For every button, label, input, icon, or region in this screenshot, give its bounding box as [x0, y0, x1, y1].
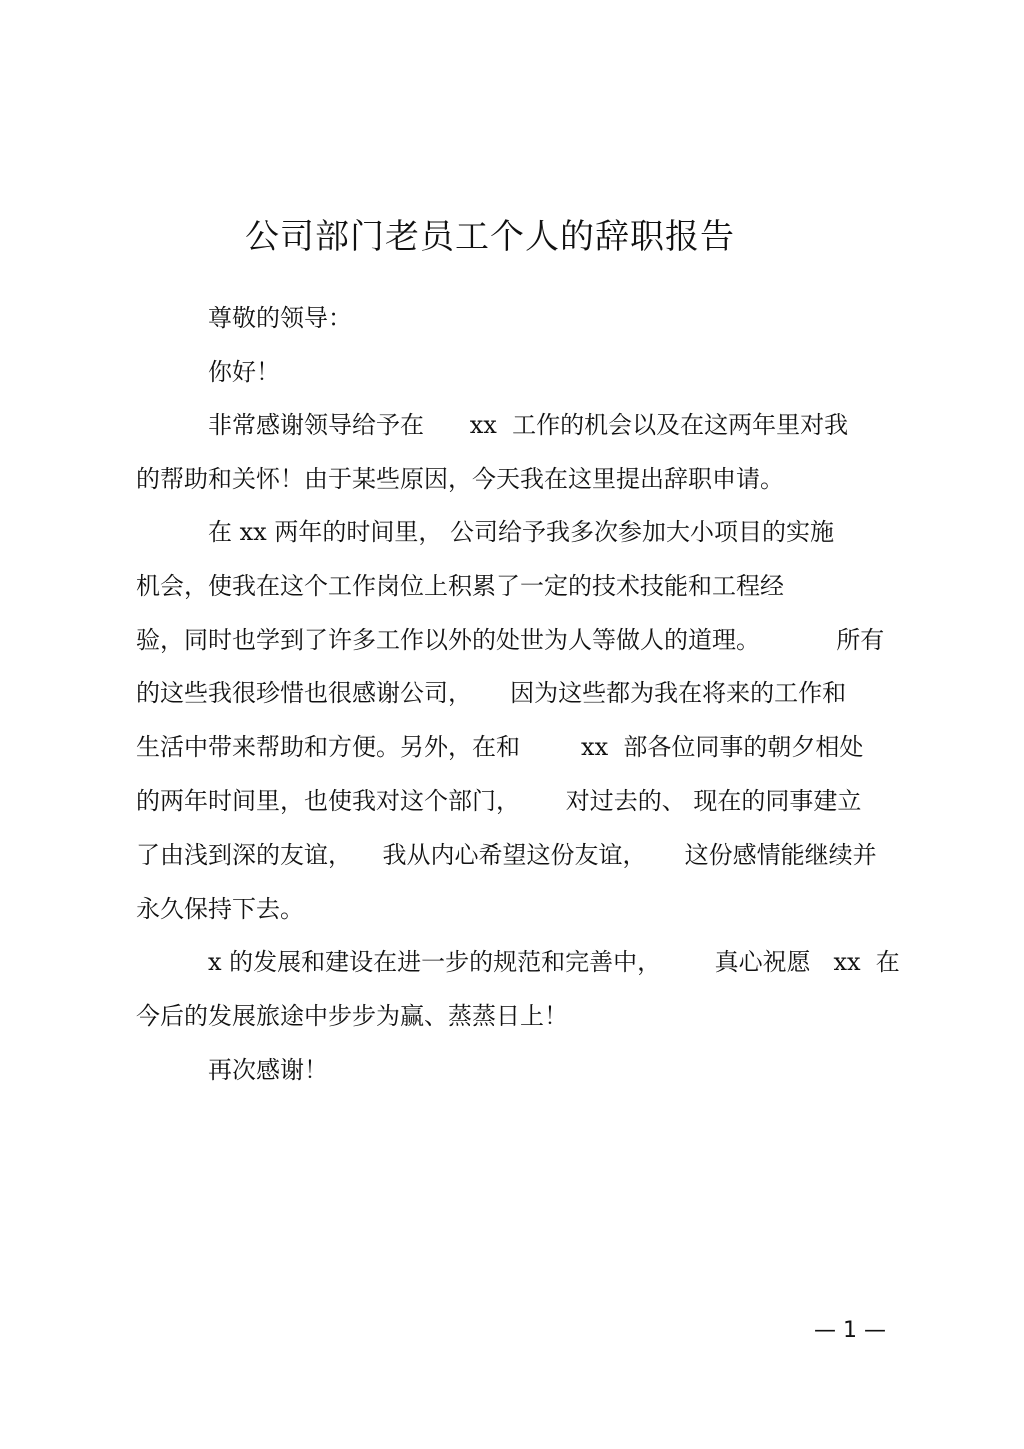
body-line: 验，同时也学到了许多工作以外的处世为人等做人的道理。 所有 — [136, 626, 885, 654]
body-line: 永久保持下去。 — [136, 895, 304, 923]
document-title: 公司部门老员工个人的辞职报告 — [245, 216, 735, 257]
greeting: 你好！ — [208, 358, 280, 386]
body-line: 在 xx 两年的时间里， 公司给予我多次参加大小项目的实施 — [208, 518, 834, 546]
salutation: 尊敬的领导： — [208, 304, 352, 332]
body-line: 今后的发展旅途中步步为赢、蒸蒸日上！ — [136, 1002, 568, 1030]
body-line: 非常感谢领导给予在 xx 工作的机会以及在这两年里对我 — [208, 411, 849, 439]
closing-line: 再次感谢！ — [208, 1056, 328, 1084]
body-line: 了由浅到深的友谊， 我从内心希望这份友谊， 这份感情能继续并 — [136, 841, 877, 869]
body-line: 机会，使我在这个工作岗位上积累了一定的技术技能和工程经 — [136, 572, 784, 600]
body-line: x 的发展和建设在进一步的规范和完善中， 真心祝愿 xx 在 — [208, 948, 900, 976]
body-line: 的这些我很珍惜也很感谢公司， 因为这些都为我在将来的工作和 — [136, 679, 847, 707]
body-line: 的两年时间里，也使我对这个部门， 对过去的、 现在的同事建立 — [136, 787, 862, 815]
page-number: — 1 — — [814, 1318, 886, 1343]
body-line: 的帮助和关怀！由于某些原因，今天我在这里提出辞职申请。 — [136, 465, 784, 493]
body-line: 生活中带来帮助和方便。另外，在和 xx 部各位同事的朝夕相处 — [136, 733, 864, 761]
